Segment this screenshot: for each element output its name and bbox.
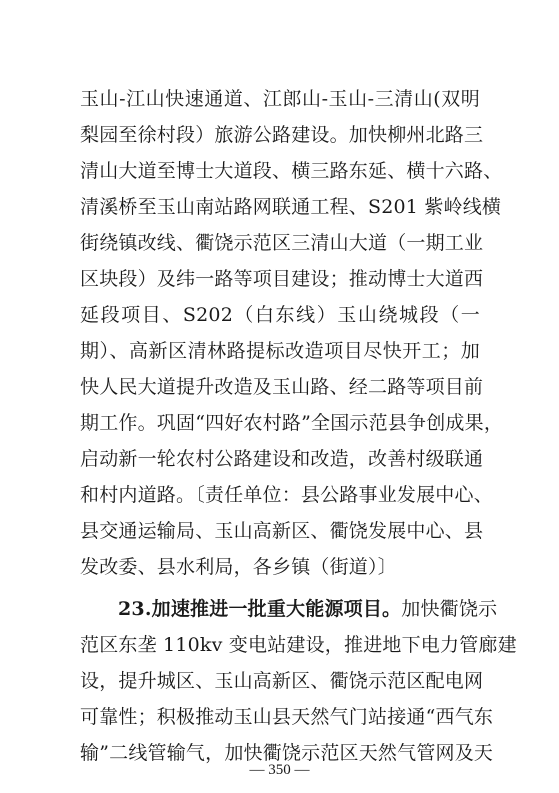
text-line: 区块段）及纬一路等项目建设；推动博士大道西 xyxy=(80,268,484,290)
text-line: 梨园至徐村段）旅游公路建设。加快柳州北路三 xyxy=(80,124,484,146)
text-line: 启动新一轮农村公路建设和改造，改善村级联通 xyxy=(80,448,484,470)
text-line: 期工作。巩固“四好农村路”全国示范县争创成果， xyxy=(80,412,504,434)
text-line: 县交通运输局、玉山高新区、衢饶发展中心、县 xyxy=(80,520,484,542)
text-line: 输”二线管输气，加快衢饶示范区天然气管网及天 xyxy=(80,742,494,764)
text-line: 清溪桥至玉山南站路网联通工程、S201 紫岭线横 xyxy=(80,196,502,218)
text-line: 街绕镇改线、衢饶示范区三清山大道（一期工业 xyxy=(80,232,484,254)
text-line: 快人民大道提升改造及玉山路、经二路等项目前 xyxy=(80,376,484,398)
section-heading-line xyxy=(118,591,498,627)
text-line: 延段项目、S202（白东线）玉山绕城段（一 xyxy=(80,304,480,326)
text-line: 可靠性；积极推动玉山县天然气门站接通“西气东 xyxy=(80,706,494,728)
text-line: 范区东垄 110kv 变电站建设，推进地下电力管廊建 xyxy=(80,634,517,656)
text-line: 和村内道路。〔责任单位：县公路事业发展中心、 xyxy=(80,484,493,506)
text-line: 清山大道至博士大道段、横三路东延、横十六路、 xyxy=(80,160,503,182)
section-heading: 23.加速推进一批重大能源项目。 xyxy=(118,598,402,620)
page-number: — 350 — xyxy=(249,762,310,778)
text-line: 期）、高新区清林路提标改造项目尽快开工；加 xyxy=(80,340,480,362)
text-line: 玉山-江山快速通道、江郎山-玉山-三清山(双明 xyxy=(80,88,480,110)
text-line: 发改委、县水利局，各乡镇（街道）〕 xyxy=(80,556,397,578)
text-fragment: 加快衢饶示 xyxy=(401,598,498,620)
text-line: 设，提升城区、玉山高新区、衢饶示范区配电网 xyxy=(80,670,484,692)
